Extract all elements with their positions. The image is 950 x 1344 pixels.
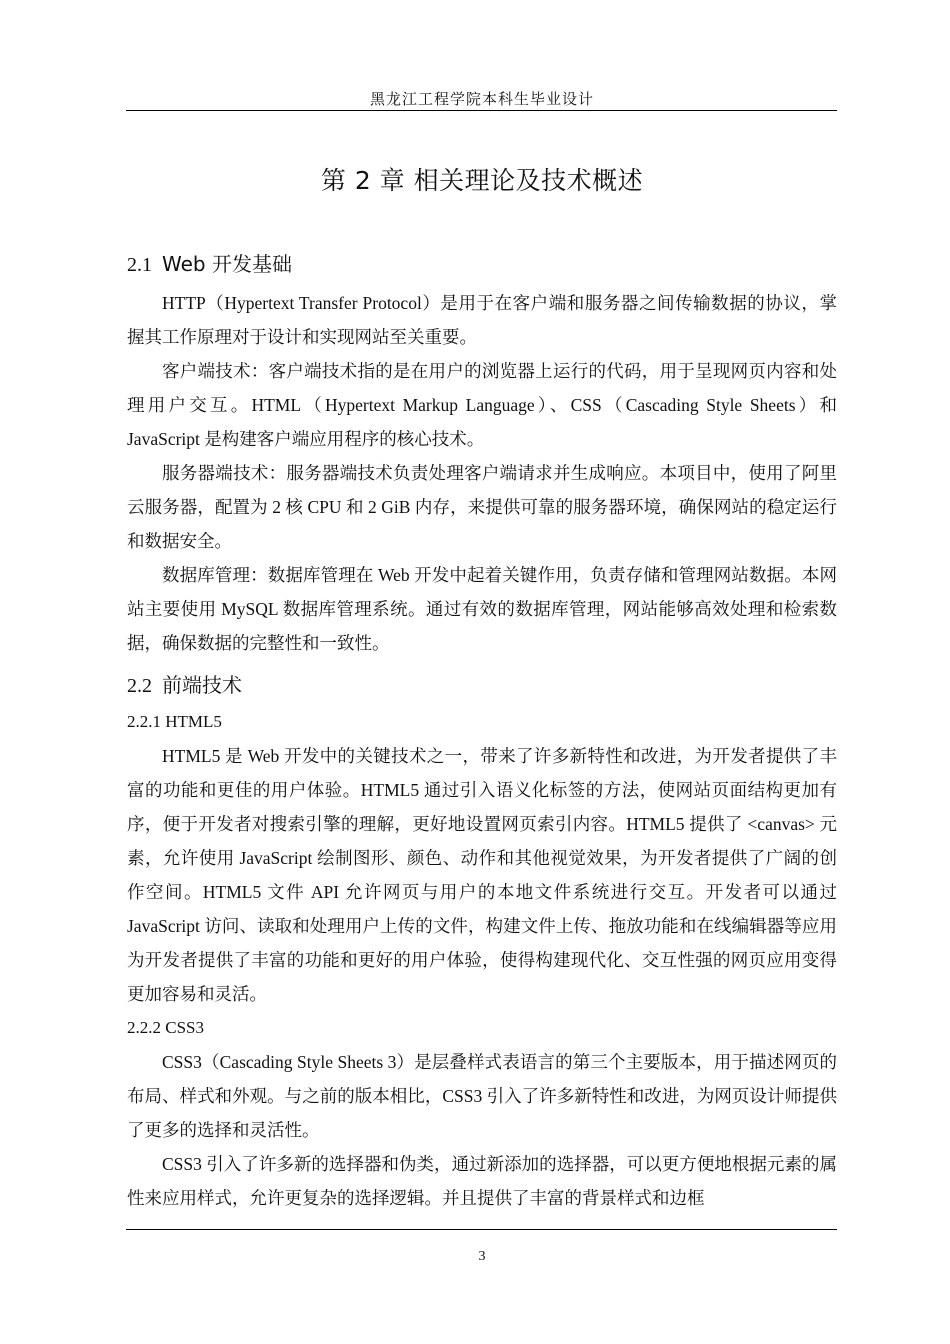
header-rule bbox=[126, 110, 837, 111]
section-title: Web 开发基础 bbox=[162, 252, 292, 276]
paragraph: 数据库管理：数据库管理在 Web 开发中起着关键作用，负责存储和管理网站数据。本网站主要使用 MySQL 数据库管理系统。通过有效的数据库管理，网站能够高效处理和检索数据，确保数据的完整性和一致性。 bbox=[127, 565, 837, 653]
chapter-title: 第 2 章 相关理论及技术概述 bbox=[320, 166, 644, 195]
running-header: 黑龙江工程学院本科生毕业设计 bbox=[369, 92, 594, 108]
section-number: 2.1 bbox=[127, 254, 152, 276]
paragraph: HTTP（Hypertext Transfer Protocol）是用于在客户端和服务器之间传输数据的协议，掌握其工作原理对于设计和实现网站至关重要。 bbox=[127, 293, 837, 347]
paragraph: HTML5 是 Web 开发中的关键技术之一，带来了许多新特性和改进，为开发者提供了丰富的功能和更佳的用户体验。HTML5 通过引入语义化标签的方法，使网站页面结构更加有序，便于开发者对搜索引擎的理解，更好地设置网页索引内容。HTML5 提供了 <canvas> 元素，允许使用 JavaScript 绘制图形、颜色、动作和其他视觉效果，为开发者提供了广阔的创作空间。HTML5 文件 API 允许网页与用户的本地文件系统进行交互。开发者可以通过 JavaScript 访问、读取和处理用户上传的文件，构建文件上传、拖放功能和在线编辑器等应用为开发者提供了丰富的功能和更好的用户体验，使得构建现代化、交互性强的网页应用变得更加容易和灵活。 bbox=[127, 746, 837, 1004]
page-number: 3 bbox=[478, 1249, 486, 1264]
section-heading-2-1 bbox=[127, 245, 837, 284]
section-title: 前端技术 bbox=[162, 673, 242, 697]
subsection-heading-html5: 2.2.1 HTML5 bbox=[127, 712, 222, 731]
section-number: 2.2 bbox=[127, 675, 152, 697]
paragraph: 客户端技术：客户端技术指的是在用户的浏览器上运行的代码，用于呈现网页内容和处理用户交互。HTML（Hypertext Markup Language）、CSS（Cascading Style Sheets）和 JavaScript 是构建客户端应用程序的核心技术。 bbox=[127, 361, 837, 449]
body-content bbox=[127, 245, 837, 1215]
section-heading-2-2 bbox=[127, 666, 837, 705]
paragraph: CSS3（Cascading Style Sheets 3）是层叠样式表语言的第三个主要版本，用于描述网页的布局、样式和外观。与之前的版本相比，CSS3 引入了许多新特性和改进，为网页设计师提供了更多的选择和灵活性。 bbox=[127, 1052, 837, 1140]
paragraph: CSS3 引入了许多新的选择器和伪类，通过新添加的选择器，可以更方便地根据元素的属性来应用样式，允许更复杂的选择逻辑。并且提供了丰富的背景样式和边框 bbox=[127, 1154, 837, 1208]
subsection-heading-css3: 2.2.2 CSS3 bbox=[127, 1018, 204, 1037]
paragraph: 服务器端技术：服务器端技术负责处理客户端请求并生成响应。本项目中，使用了阿里云服务器，配置为 2 核 CPU 和 2 GiB 内存，来提供可靠的服务器环境，确保网站的稳定运行和数据安全。 bbox=[127, 463, 837, 551]
footer-rule bbox=[126, 1229, 837, 1230]
